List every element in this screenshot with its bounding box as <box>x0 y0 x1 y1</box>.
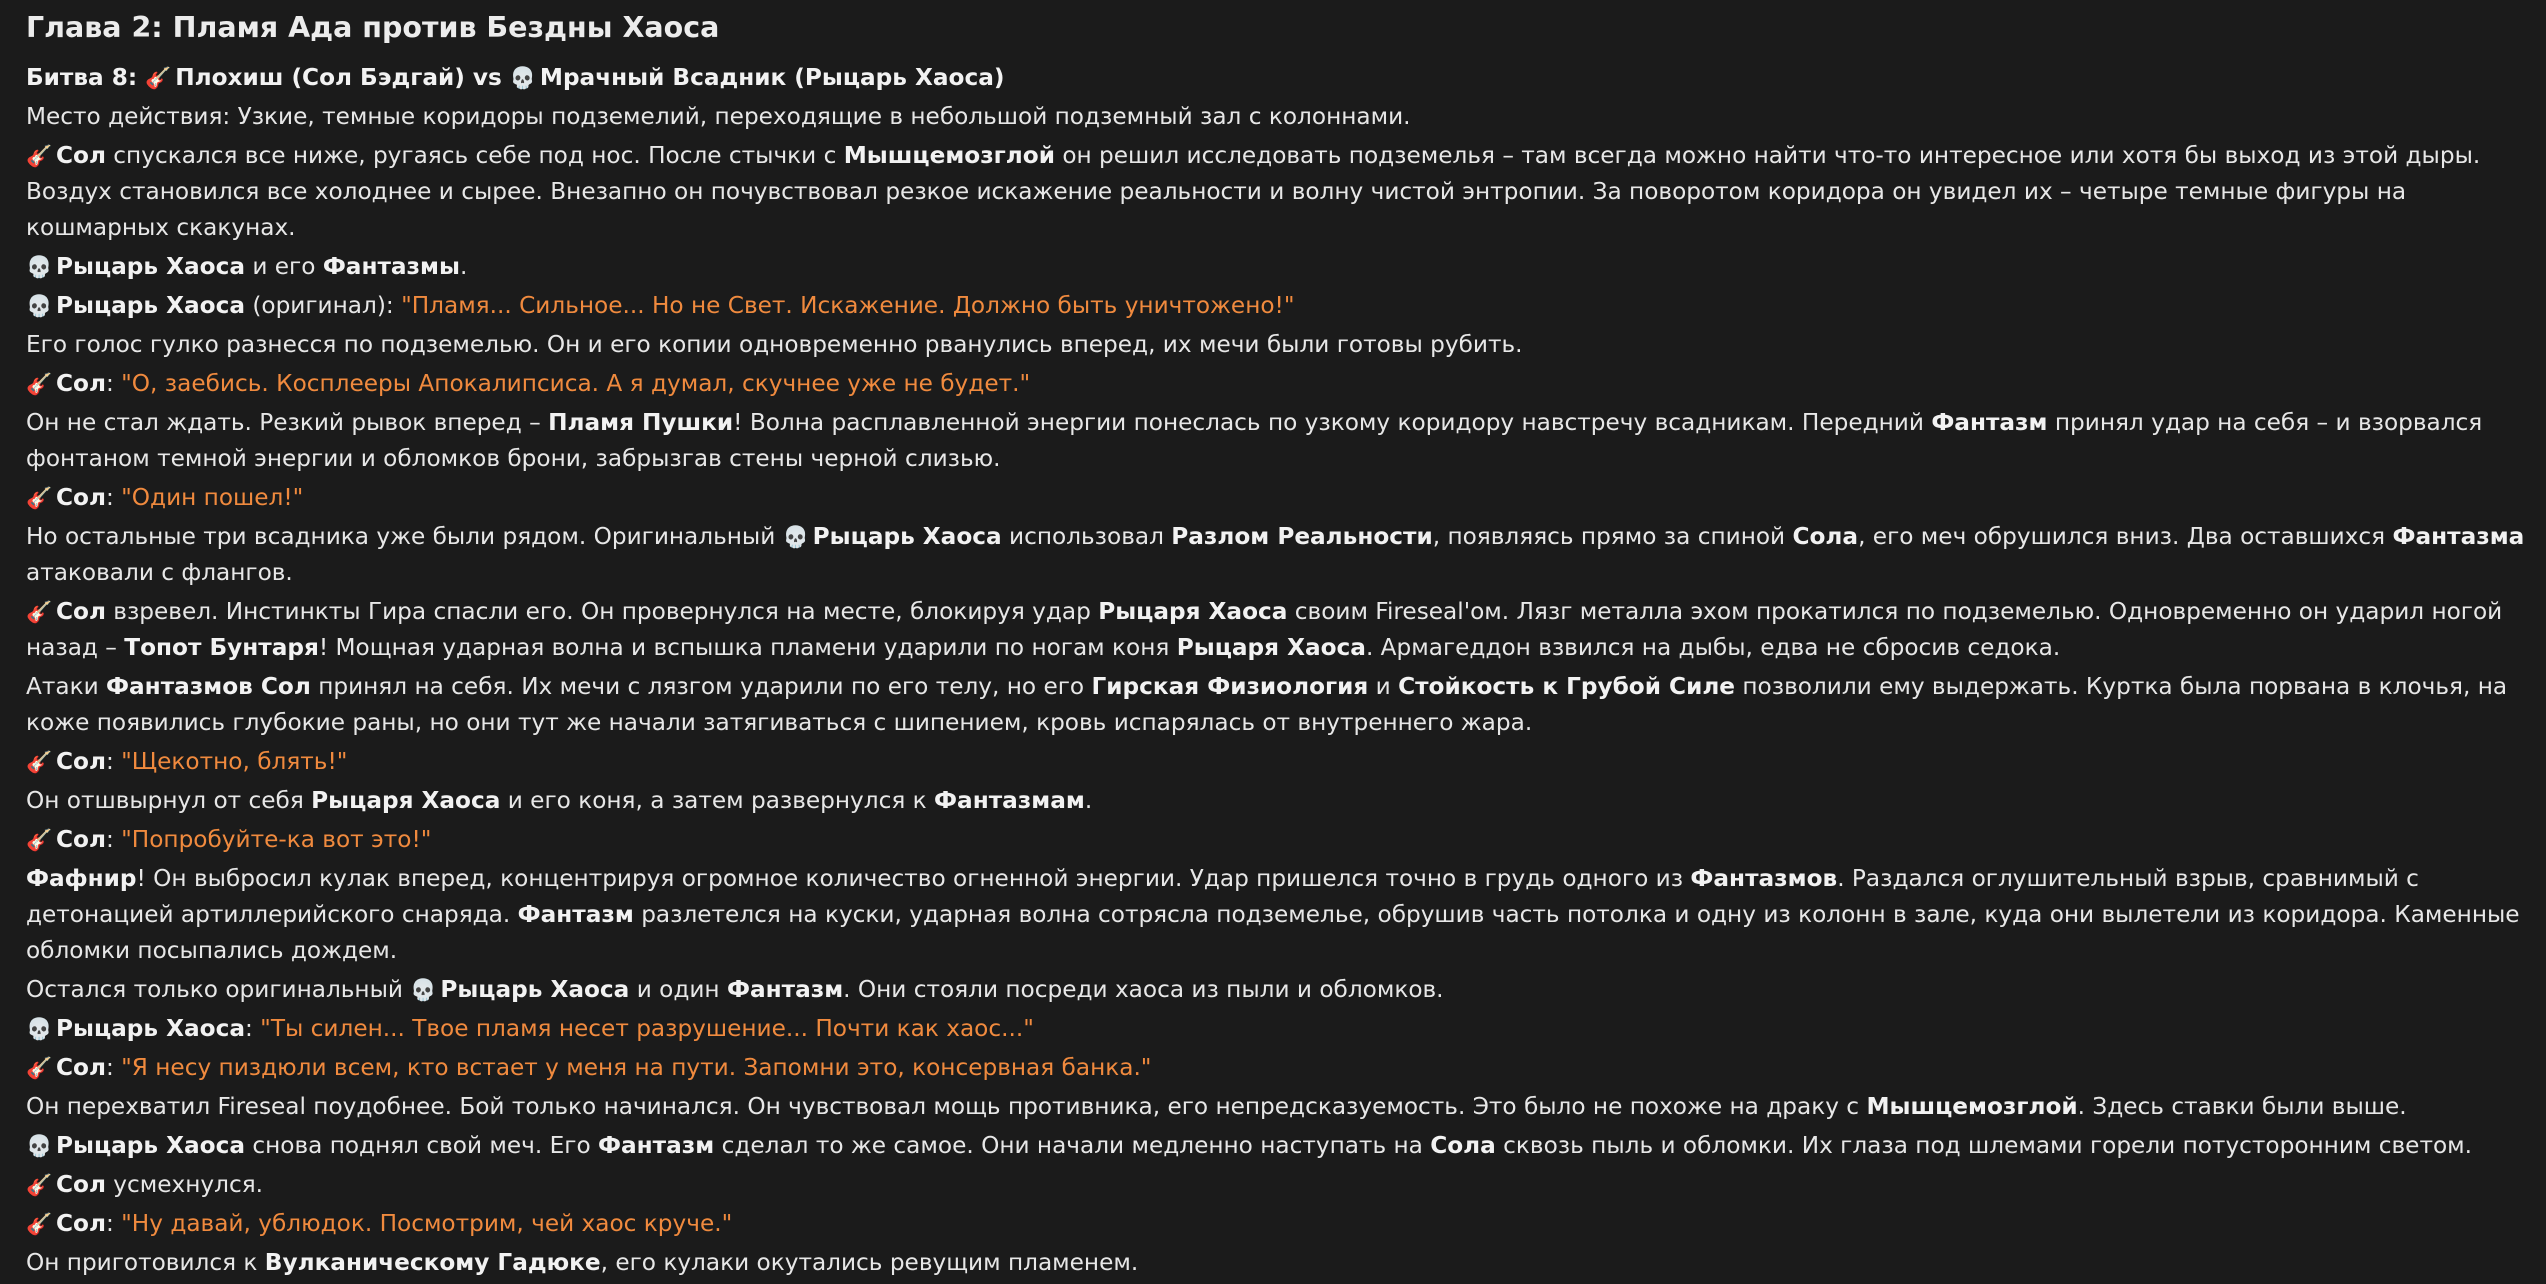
bold-term: Рыцарь Хаоса <box>56 253 245 280</box>
text-run: и <box>1368 673 1399 700</box>
text-run: ! Он выбросил кулак вперед, концентрируя огромное количество огненной энергии. Удар пришелся точно в грудь одного из <box>136 865 1691 892</box>
bold-term: Рыцарь Хаоса <box>56 1132 245 1159</box>
bold-term: Фантазмов <box>1690 865 1838 892</box>
skull-icon: 💀 <box>410 978 437 1002</box>
chapter-title: Глава 2: Пламя Ада против Бездны Хаоса <box>26 11 720 44</box>
bold-term: Сол <box>56 598 106 625</box>
dialogue-quote: "О, заебись. Косплееры Апокалипсиса. А я думал, скучнее уже не будет." <box>121 370 1031 397</box>
text-run: ! Мощная ударная волна и вспышка пламени ударили по ногам коня <box>318 634 1177 661</box>
dialogue-quote: "Я несу пиздюли всем, кто встает у меня на пути. Запомни это, консервная банка." <box>121 1054 1152 1081</box>
story-paragraph <box>26 249 2526 285</box>
bold-term: Вулканическому Гадюке <box>264 1249 601 1276</box>
bold-term: Рыцаря Хаоса <box>1176 634 1366 661</box>
chat-message-document <box>26 8 2526 1284</box>
story-paragraph <box>26 1011 2526 1047</box>
guitar-icon: 🎸 <box>26 1056 53 1080</box>
bold-term: Сола <box>1792 523 1859 550</box>
bold-term: Плохиш (Сол Бэдгай) vs <box>175 64 510 91</box>
text-run: спускался все ниже, ругаясь себе под нос. После стычки с <box>105 142 844 169</box>
guitar-icon: 🎸 <box>26 828 53 852</box>
bold-term: Пламя Пушки <box>548 409 734 436</box>
text-run: . Они стояли посреди хаоса из пыли и обломков. <box>843 976 1444 1003</box>
bold-term: Сол <box>56 1054 106 1081</box>
text-run: Атаки <box>26 673 107 700</box>
story-paragraph <box>26 783 2526 819</box>
bold-term: Стойкость к Грубой Силе <box>1398 673 1736 700</box>
bold-term: Фантазм <box>1931 409 2048 436</box>
guitar-icon: 🎸 <box>26 486 53 510</box>
bold-term: Фантазма <box>2392 523 2525 550</box>
bold-term: Сол <box>56 1210 106 1237</box>
bold-term: Разлом Реальности <box>1171 523 1433 550</box>
story-paragraph <box>26 138 2526 246</box>
bold-term: Рыцаря Хаоса <box>311 787 501 814</box>
bold-term: Рыцарь Хаоса <box>56 1015 245 1042</box>
story-paragraph <box>26 1206 2526 1242</box>
text-run: и его коня, а затем развернулся к <box>500 787 935 814</box>
bold-term: Рыцаря Хаоса <box>1098 598 1288 625</box>
bold-term: Мышцемозглой <box>843 142 1055 169</box>
guitar-icon: 🎸 <box>26 750 53 774</box>
bold-term: Сол <box>56 1171 106 1198</box>
bold-term: Битва 8: <box>26 64 146 91</box>
bold-term: Рыцарь Хаоса <box>440 976 630 1003</box>
bold-term: Фантазм <box>598 1132 715 1159</box>
bold-term: Рыцарь Хаоса <box>812 523 1002 550</box>
text-run: Остался только оригинальный <box>26 976 411 1003</box>
dialogue-quote: "Ты силен... Твое пламя несет разрушение... Почти как хаос..." <box>260 1015 1034 1042</box>
bold-term: Сол <box>56 142 106 169</box>
text-run: : <box>105 1054 122 1081</box>
text-run: позволили ему выдержать. Куртка была порвана в клочья, на коже появились глубокие раны, но они тут же начали затягиваться с шипением, кровь испарялась от внутреннего жара. <box>26 673 2508 736</box>
bold-term: Рыцарь Хаоса <box>56 292 245 319</box>
story-paragraph <box>26 1050 2526 1086</box>
text-run: принял на себя. Их мечи с лязгом ударили по его телу, но его <box>310 673 1092 700</box>
dialogue-quote: "Щекотно, блять!" <box>121 748 348 775</box>
text-run: Он не стал ждать. Резкий рывок вперед – <box>26 409 549 436</box>
guitar-icon: 🎸 <box>145 66 172 90</box>
story-paragraph <box>26 861 2526 969</box>
story-paragraph <box>26 288 2526 324</box>
text-run: сквозь пыль и обломки. Их глаза под шлемами горели потусторонним светом. <box>1495 1132 2472 1159</box>
bold-term: Фантазмам <box>934 787 1085 814</box>
text-run: принял удар на себя – и взорвался фонтаном темной энергии и обломков брони, забрызгав стены черной слизью. <box>26 409 2483 472</box>
bold-term: Мрачный Всадник (Рыцарь Хаоса) <box>539 64 1005 91</box>
dialogue-quote: "Один пошел!" <box>121 484 304 511</box>
text-run: : <box>105 370 122 397</box>
bold-term: Сол <box>56 484 106 511</box>
bold-term: Топот Бунтаря <box>124 634 319 661</box>
bold-term: Сол <box>56 748 106 775</box>
story-paragraph <box>26 480 2526 516</box>
guitar-icon: 🎸 <box>26 1173 53 1197</box>
bold-term: Фантазм <box>726 976 844 1003</box>
text-run: разлетелся на куски, ударная волна сотрясла подземелье, обрушив часть потолка и одну из колонн в зале, куда они вылетели из коридора. Каменные обломки посыпались дождем. <box>26 901 2520 964</box>
text-run: : <box>105 748 122 775</box>
guitar-icon: 🎸 <box>26 372 53 396</box>
story-paragraph <box>26 822 2526 858</box>
story-paragraph <box>26 405 2526 477</box>
text-run: . Здесь ставки были выше. <box>2077 1093 2407 1120</box>
bold-term: Фантазмов Сол <box>106 673 311 700</box>
text-run: и один <box>629 976 727 1003</box>
text-run: усмехнулся. <box>105 1171 264 1198</box>
text-run: (оригинал): <box>244 292 402 319</box>
bold-term: Сол <box>56 370 106 397</box>
text-run: взревел. Инстинкты Гира спасли его. Он провернулся на месте, блокируя удар <box>105 598 1099 625</box>
text-run: атаковали с флангов. <box>26 559 293 586</box>
text-run: . Армагеддон взвился на дыбы, едва не сбросив седока. <box>1365 634 2061 661</box>
text-run: Он отшвырнул от себя <box>26 787 312 814</box>
story-paragraph <box>26 1128 2526 1164</box>
guitar-icon: 🎸 <box>26 144 53 168</box>
story-paragraph <box>26 594 2526 666</box>
bold-term: Фантазмы <box>322 253 460 280</box>
text-run: и его <box>244 253 323 280</box>
text-run: : <box>105 484 122 511</box>
story-paragraph <box>26 669 2526 741</box>
bold-term: Мышцемозглой <box>1866 1093 2078 1120</box>
bold-term: Гирская Физиология <box>1091 673 1369 700</box>
text-run: ! Волна расплавленной энергии понеслась по узкому коридору навстречу всадникам. Передний <box>733 409 1932 436</box>
text-run: Он приготовился к <box>26 1249 265 1276</box>
story-paragraph <box>26 744 2526 780</box>
text-run: он решил исследовать подземелья – там всегда можно найти что-то интересное или хотя бы выход из этой дыры. Воздух становился все холоднее и сырее. Внезапно он почувствовал резкое искажение реальности и волну чистой энтропии. За поворотом коридора он увидел их – четыре темные фигуры на кошмарных скакунах. <box>26 142 2481 241</box>
text-run: использовал <box>1001 523 1172 550</box>
dialogue-quote: "Пламя... Сильное... Но не Свет. Искажение. Должно быть уничтожено!" <box>401 292 1295 319</box>
text-run: своим Fireseal'ом. Лязг металла эхом прокатился по подземелью. Одновременно он ударил ногой назад – <box>26 598 2503 661</box>
skull-icon: 💀 <box>782 525 809 549</box>
story-paragraph <box>26 99 2526 135</box>
bold-term: Фафнир <box>26 865 137 892</box>
skull-icon: 💀 <box>26 294 53 318</box>
text-run: Он перехватил Fireseal поудобнее. Бой только начинался. Он чувствовал мощь противника, его непредсказуемость. Это было не похоже на драку с <box>26 1093 1867 1120</box>
bold-term: Сол <box>56 826 106 853</box>
text-run: , его кулаки окутались ревущим пламенем. <box>600 1249 1139 1276</box>
story-paragraph <box>26 519 2526 591</box>
text-run: , появляясь прямо за спиной <box>1432 523 1793 550</box>
story-paragraph <box>26 1089 2526 1125</box>
text-run: снова поднял свой меч. Его <box>244 1132 599 1159</box>
text-run: сделал то же самое. Они начали медленно наступать на <box>714 1132 1431 1159</box>
bold-term: Фантазм <box>517 901 634 928</box>
dialogue-quote: "Попробуйте-ка вот это!" <box>121 826 432 853</box>
text-run: . Раздался оглушительный взрыв, сравнимый с детонацией артиллерийского снаряда. <box>26 865 2419 928</box>
text-run: Место действия: Узкие, темные коридоры подземелий, переходящие в небольшой подземный зал с колоннами. <box>26 103 1411 130</box>
story-body <box>26 60 2526 1281</box>
story-paragraph <box>26 972 2526 1008</box>
story-paragraph <box>26 327 2526 363</box>
text-run: Но остальные три всадника уже были рядом. Оригинальный <box>26 523 783 550</box>
text-run: . <box>1084 787 1093 814</box>
skull-icon: 💀 <box>26 1017 53 1041</box>
story-paragraph <box>26 1167 2526 1203</box>
text-run: . <box>459 253 468 280</box>
skull-icon: 💀 <box>26 1134 53 1158</box>
skull-icon: 💀 <box>26 255 53 279</box>
text-run: : <box>244 1015 261 1042</box>
text-run: , его меч обрушился вниз. Два оставшихся <box>1858 523 2393 550</box>
text-run: : <box>105 1210 122 1237</box>
dialogue-quote: "Ну давай, ублюдок. Посмотрим, чей хаос круче." <box>121 1210 733 1237</box>
guitar-icon: 🎸 <box>26 1212 53 1236</box>
story-paragraph <box>26 1245 2526 1281</box>
bold-term: Сола <box>1430 1132 1496 1159</box>
text-run: : <box>105 826 122 853</box>
story-paragraph <box>26 60 2526 96</box>
story-paragraph <box>26 366 2526 402</box>
guitar-icon: 🎸 <box>26 600 53 624</box>
skull-icon: 💀 <box>509 66 537 90</box>
text-run: Его голос гулко разнесся по подземелью. Он и его копии одновременно рванулись вперед, их мечи были готовы рубить. <box>26 331 1523 358</box>
